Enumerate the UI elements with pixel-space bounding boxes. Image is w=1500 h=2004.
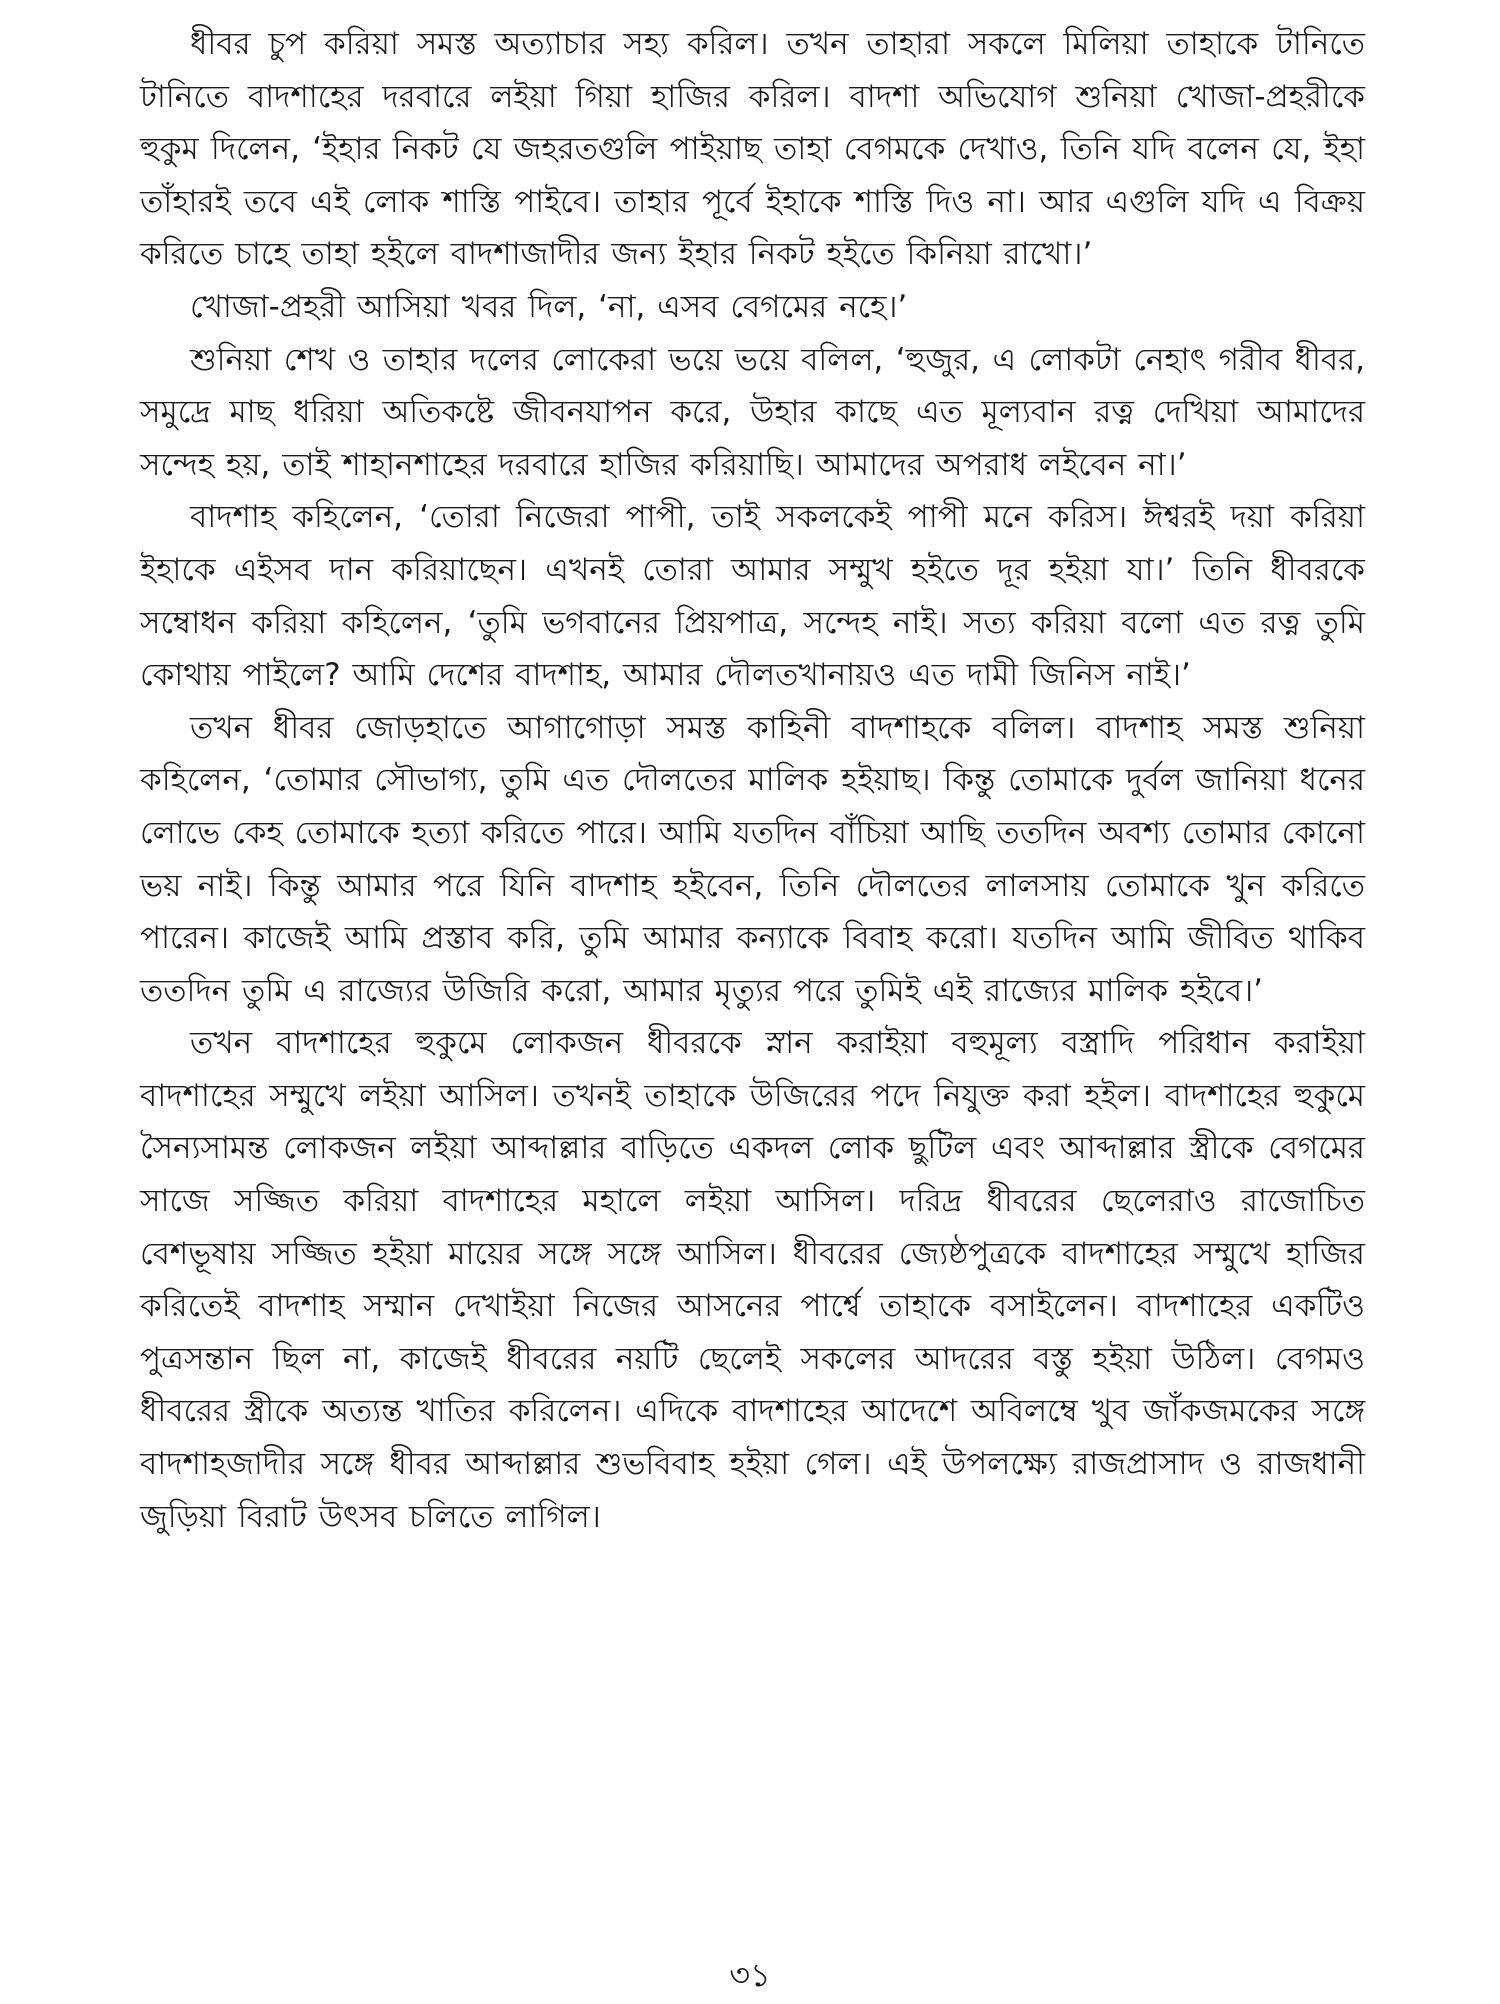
page-number: ৩১ <box>729 1956 771 1994</box>
paragraph-1: ধীবর চুপ করিয়া সমস্ত অত্যাচার সহ্য করিল। তখন তাহারা সকলে মিলিয়া তাহাকে টানিতে টানিতে বাদশাহের দরবারে লইয়া গিয়া হাজির করিল। বাদশা অভিযোগ শুনিয়া খোজা-প্রহরীকে হুকুম দিলেন, ‘ইহার নিকট যে জহরতগুলি পাইয়াছ তাহা বেগমকে দেখাও, তিনি যদি বলেন যে, ইহা তাঁহারই তবে এই লোক শাস্তি পাইবে। তাহার পূর্বে ইহাকে শাস্তি দিও না। আর এগুলি যদি এ বিক্রয় করিতে চাহে তাহা হইলে বাদশাজাদীর জন্য ইহার নিকট হইতে কিনিয়া রাখো।’ <box>140 26 1365 273</box>
paragraph-4: বাদশাহ কহিলেন, ‘তোরা নিজেরা পাপী, তাই সকলকেই পাপী মনে করিস। ঈশ্বরই দয়া করিয়া ইহাকে এইসব দান করিয়াছেন। এখনই তোরা আমার সম্মুখ হইতে দূর হইয়া যা।’ তিনি ধীবরকে সম্বোধন করিয়া কহিলেন, ‘তুমি ভগবানের প্রিয়পাত্র, সন্দেহ নাই। সত্য করিয়া বলো এত রত্ন তুমি কোথায় পাইলে? আমি দেশের বাদশাহ, আমার দৌলতখানায়ও এত দামী জিনিস নাই।’ <box>140 499 1365 694</box>
book-page <box>140 18 1365 1543</box>
paragraph-5: তখন ধীবর জোড়হাতে আগাগোড়া সমস্ত কাহিনী বাদশাহকে বলিল। বাদশাহ সমস্ত শুনিয়া কহিলেন, ‘তোমার সৌভাগ্য, তুমি এত দৌলতের মালিক হইয়াছ। কিন্তু তোমাকে দুর্বল জানিয়া ধনের লোভে কেহ তোমাকে হত্যা করিতে পারে। আমি যতদিন বাঁচিয়া আছি ততদিন অবশ্য তোমার কোনো ভয় নাই। কিন্তু আমার পরে যিনি বাদশাহ হইবেন, তিনি দৌলতের লালসায় তোমাকে খুন করিতে পারেন। কাজেই আমি প্রস্তাব করি, তুমি আমার কন্যাকে বিবাহ করো। যতদিন আমি জীবিত থাকিব ততদিন তুমি এ রাজ্যের উজিরি করো, আমার মৃত্যুর পরে তুমিই এই রাজ্যের মালিক হইবে।’ <box>140 709 1365 1009</box>
paragraph-2: খোজা-প্রহরী আসিয়া খবর দিল, ‘না, এসব বেগমের নহে।’ <box>190 288 908 325</box>
paragraph-6: তখন বাদশাহের হুকুমে লোকজন ধীবরকে স্নান করাইয়া বহুমূল্য বস্ত্রাদি পরিধান করাইয়া বাদশাহের সম্মুখে লইয়া আসিল। তখনই তাহাকে উজিরের পদে নিযুক্ত করা হইল। বাদশাহের হুকুমে সৈন্যসামন্ত লোকজন লইয়া আব্দাল্লার বাড়িতে একদল লোক ছুটিল এবং আব্দাল্লার স্ত্রীকে বেগমের সাজে সজ্জিত করিয়া বাদশাহের মহালে লইয়া আসিল। দরিদ্র ধীবরের ছেলেরাও রাজোচিত বেশভূষায় সজ্জিত হইয়া মায়ের সঙ্গে সঙ্গে আসিল। ধীবরের জ্যেষ্ঠপুত্রকে বাদশাহের সম্মুখে হাজির করিতেই বাদশাহ সম্মান দেখাইয়া নিজের আসনের পার্শ্বে তাহাকে বসাইলেন। বাদশাহের একটিও পুত্রসন্তান ছিল না, কাজেই ধীবরের নয়টি ছেলেই সকলের আদরের বস্তু হইয়া উঠিল। বেগমও ধীবরের স্ত্রীকে অত্যন্ত খাতির করিলেন। এদিকে বাদশাহের আদেশে অবিলম্বে খুব জাঁকজমকের সঙ্গে বাদশাহজাদীর সঙ্গে ধীবর আব্দাল্লার শুভবিবাহ হইয়া গেল। এই উপলক্ষ্যে রাজপ্রাসাদ ও রাজধানী জুড়িয়া বিরাট উৎসব চলিতে লাগিল। <box>140 1025 1365 1535</box>
paragraph-3: শুনিয়া শেখ ও তাহার দলের লোকেরা ভয়ে ভয়ে বলিল, ‘হুজুর, এ লোকটা নেহাৎ গরীব ধীবর, সমুদ্রে মাছ ধরিয়া অতিকষ্টে জীবনযাপন করে, উহার কাছে এত মূল্যবান রত্ন দেখিয়া আমাদের সন্দেহ হয়, তাই শাহানশাহের দরবারে হাজির করিয়াছি। আমাদের অপরাধ লইবেন না।’ <box>140 341 1365 483</box>
